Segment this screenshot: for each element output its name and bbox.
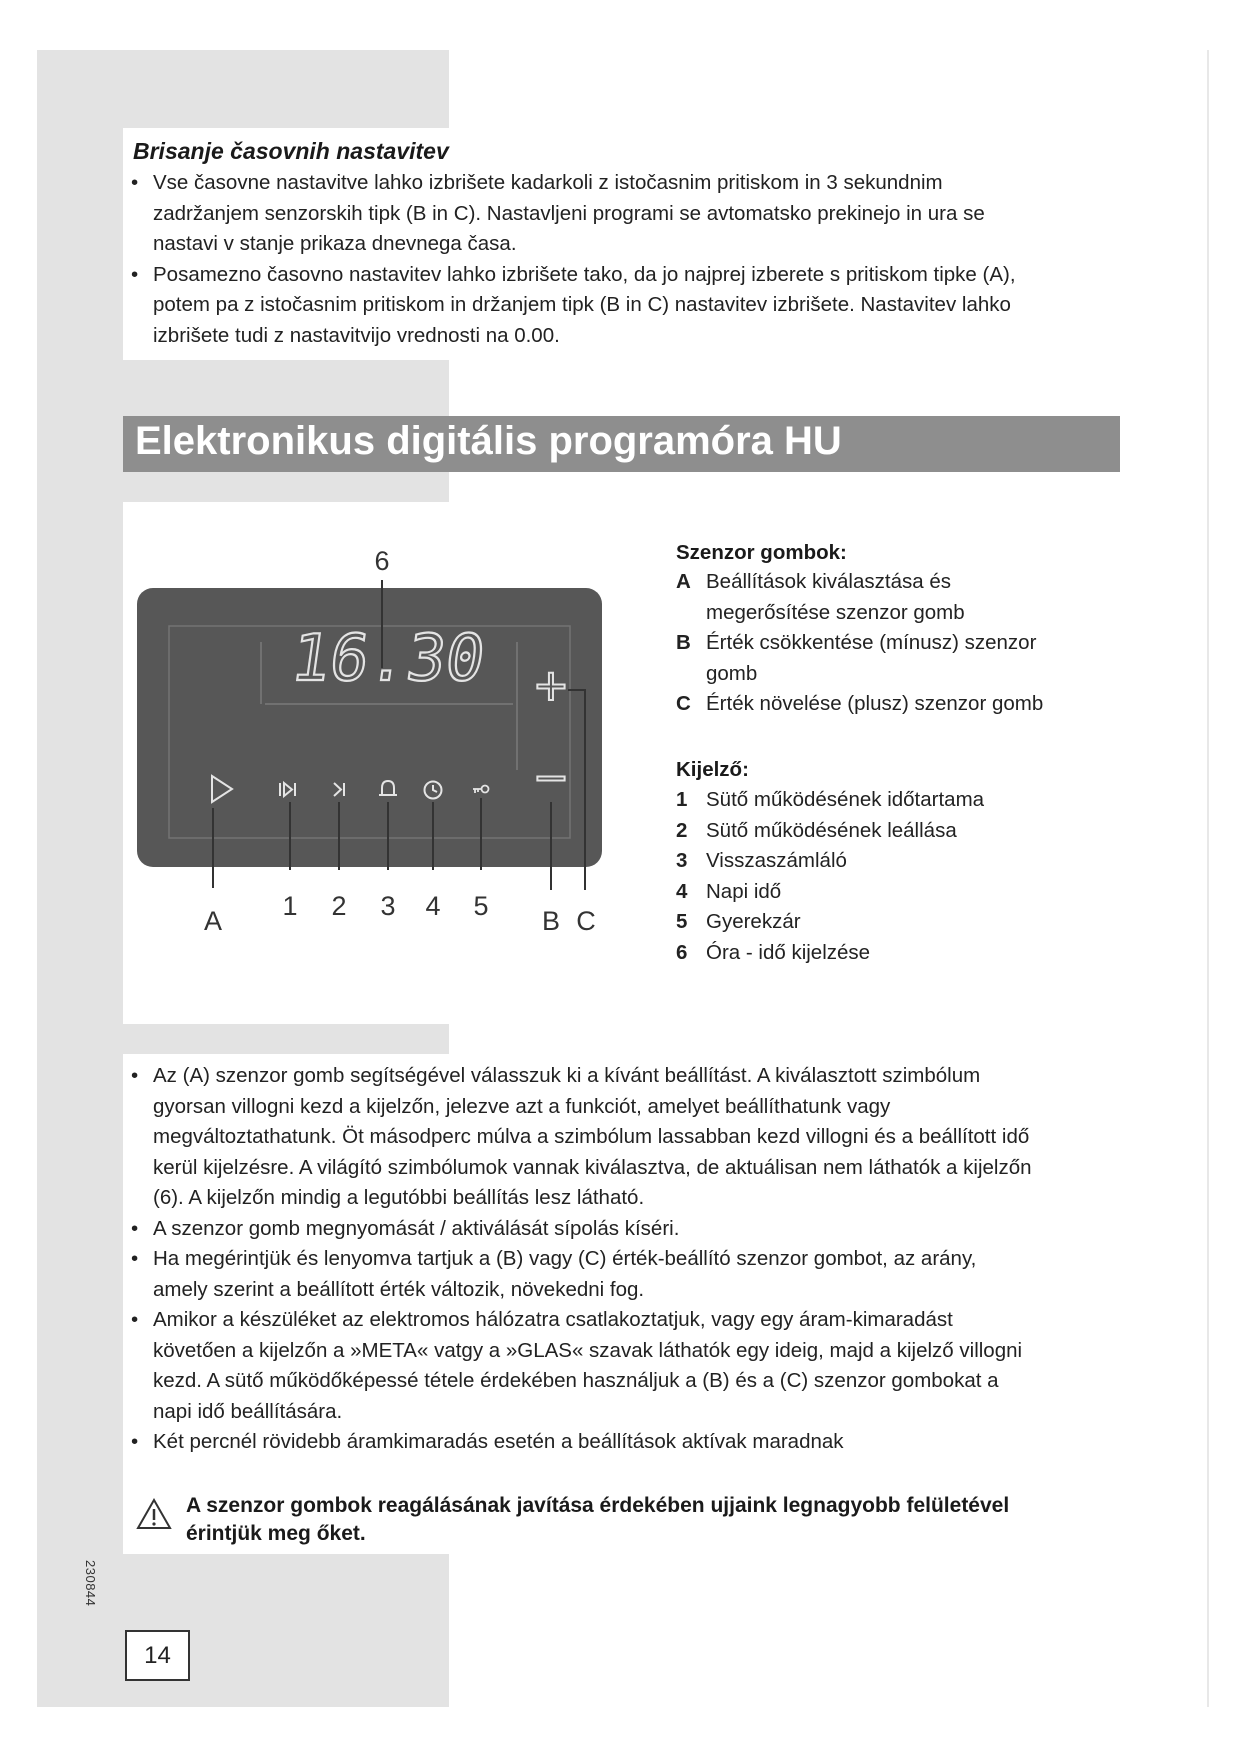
display-legend — [676, 785, 984, 968]
display-legend-row — [676, 907, 984, 938]
section-banner — [123, 416, 1120, 472]
page-edge-rule — [1207, 50, 1209, 1707]
bullet-line: potem pa z istočasnim pritiskom in držanjem tipk (B in C) nastavitev izbrišete. Nastavitev lahko — [153, 293, 1011, 316]
legend-text: Napi idő — [706, 879, 782, 903]
sensor-legend-row — [676, 689, 1043, 720]
control-panel-diagram — [135, 540, 605, 940]
warning-line: A szenzor gombok reagálásának javítása érdekében ujjaink legnagyobb felületével — [186, 1494, 1010, 1517]
bullet-line: nastavi v stanje prikaza dnevnega časa. — [153, 232, 517, 255]
sensor-legend-row — [676, 567, 1043, 628]
legend-text: megerősítése szenzor gomb — [706, 600, 965, 624]
bullet-line: amely szerint a beállított érték változik, növekedni fog. — [153, 1277, 645, 1301]
callout-label-3: 3 — [380, 891, 396, 921]
legend-key: 3 — [676, 849, 688, 872]
banner-title: Elektronikus digitális programóra HU — [135, 419, 842, 463]
bullet-item — [131, 1214, 1131, 1245]
legend-key: 4 — [676, 879, 688, 903]
bullet-line: kerül kijelzésre. A világító szimbólumok vannak kiválasztva, de aktuálisan nem láthatók a kijelzőn — [153, 1155, 1032, 1179]
bullet-list-hungarian — [131, 1061, 1131, 1458]
legend-key: C — [676, 692, 691, 715]
document-number: 230844 — [83, 1560, 98, 1607]
page-number: 14 — [125, 1630, 190, 1681]
legend-text: Beállítások kiválasztása és — [706, 570, 951, 593]
callout-label-1: 1 — [282, 891, 298, 921]
bullet-line: zadržanjem senzorskih tipk (B in C). Nastavljeni programi se avtomatsko prekinejo in ura se — [153, 201, 985, 225]
display-time — [286, 621, 489, 696]
warning-line: érintjük meg őket. — [186, 1522, 366, 1545]
callout-label-a: A — [203, 906, 223, 936]
bullet-item — [131, 168, 1131, 260]
display-legend-row — [676, 877, 984, 908]
bullet-item — [131, 1305, 1131, 1427]
legend-key: B — [676, 631, 691, 654]
callout-label-5: 5 — [473, 891, 489, 921]
warning-triangle-icon — [136, 1498, 172, 1530]
legend-text: gomb — [706, 661, 758, 685]
display-legend-row — [676, 785, 984, 816]
callout-label-6: 6 — [374, 546, 390, 576]
display-legend-heading: Kijelző: — [676, 758, 749, 781]
bullet-item — [131, 260, 1131, 352]
bullet-line: (6). A kijelzőn mindig a legutóbbi beállítás lesz látható. — [153, 1186, 645, 1209]
legend-text: Érték növelése (plusz) szenzor gomb — [706, 692, 1044, 715]
callout-label-4: 4 — [425, 891, 441, 921]
legend-key: 1 — [676, 788, 688, 811]
legend-text: Visszaszámláló — [706, 849, 847, 872]
legend-key: 6 — [676, 940, 688, 964]
bullet-item — [131, 1244, 1131, 1305]
bullet-line: • Két percnél rövidebb áramkimaradás esetén a beállítások aktívak maradnak — [153, 1430, 844, 1453]
minus-button[interactable]: − — [534, 746, 568, 809]
bullet-line: izbrišete tudi z nastavitvijo vrednosti na 0.00. — [153, 323, 560, 347]
bullet-line: napi idő beállítására. — [153, 1399, 343, 1423]
bullet-line: • Ha megérintjük és lenyomva tartjuk a (B) vagy (C) érték-beállító szenzor gombot, az arány, — [153, 1247, 977, 1270]
sensor-legend-row — [676, 628, 1043, 689]
section-title-slovenian: Brisanje časovnih nastavitev — [133, 138, 449, 164]
callout-label-2: 2 — [331, 891, 347, 921]
sensor-buttons-heading: Szenzor gombok: — [676, 541, 847, 564]
display-legend-row — [676, 846, 984, 877]
callout-label-b: B — [541, 906, 561, 936]
bullet-line: • Posamezno časovno nastavitev lahko izbrišete tako, da jo najprej izberete s pritiskom tipke (A), — [153, 262, 1016, 286]
display-time-text: 16.30 — [286, 621, 490, 696]
warning-text — [186, 1492, 1009, 1548]
legend-text: Érték csökkentése (mínusz) szenzor — [706, 631, 1037, 654]
bullet-item — [131, 1427, 1131, 1458]
display-legend-row — [676, 816, 984, 847]
bullet-item — [131, 1061, 1131, 1214]
bullet-line: • Vse časovne nastavitve lahko izbrišete kadarkoli z istočasnim pritiskom in 3 sekundnim — [153, 171, 943, 194]
plus-button[interactable]: + — [534, 654, 568, 717]
display-legend-row — [676, 938, 984, 969]
legend-text: Gyerekzár — [706, 910, 801, 933]
bullet-line: kezd. A sütő működőképessé tétele érdekében használjuk a (B) és a (C) szenzor gombokat a — [153, 1369, 999, 1392]
legend-key: 2 — [676, 818, 688, 842]
bullet-line: gyorsan villogni kezd a kijelzőn, jelezve azt a funkciót, amelyet beállíthatunk vagy — [153, 1094, 891, 1118]
bullet-line: • Amikor a készüléket az elektromos hálózatra csatlakoztatjuk, vagy egy áram-kimaradást — [153, 1308, 953, 1331]
bullet-line: követően a kijelzőn a »META« vatgy a »GLAS« szavak láthatók egy ideig, majd a kijelző villogni — [153, 1338, 1023, 1362]
legend-text: Sütő működésének leállása — [706, 818, 957, 842]
bullet-line: • A szenzor gomb megnyomását / aktiválását sípolás kíséri. — [153, 1216, 680, 1240]
legend-text: Óra - idő kijelzése — [706, 940, 871, 964]
legend-key: A — [676, 570, 691, 593]
bullet-line: megváltoztathatunk. Öt másodperc múlva a szimbólum lassabban kezd villogni és a beállított idő — [153, 1125, 1030, 1148]
bullet-line: • Az (A) szenzor gomb segítségével válasszuk ki a kívánt beállítást. A kiválasztott szimbólum — [153, 1064, 981, 1087]
sensor-buttons-legend — [676, 567, 1043, 720]
bullet-list-slovenian — [131, 168, 1131, 351]
callout-label-c: C — [576, 906, 596, 936]
legend-text: Sütő működésének időtartama — [706, 788, 985, 811]
legend-key: 5 — [676, 910, 688, 933]
